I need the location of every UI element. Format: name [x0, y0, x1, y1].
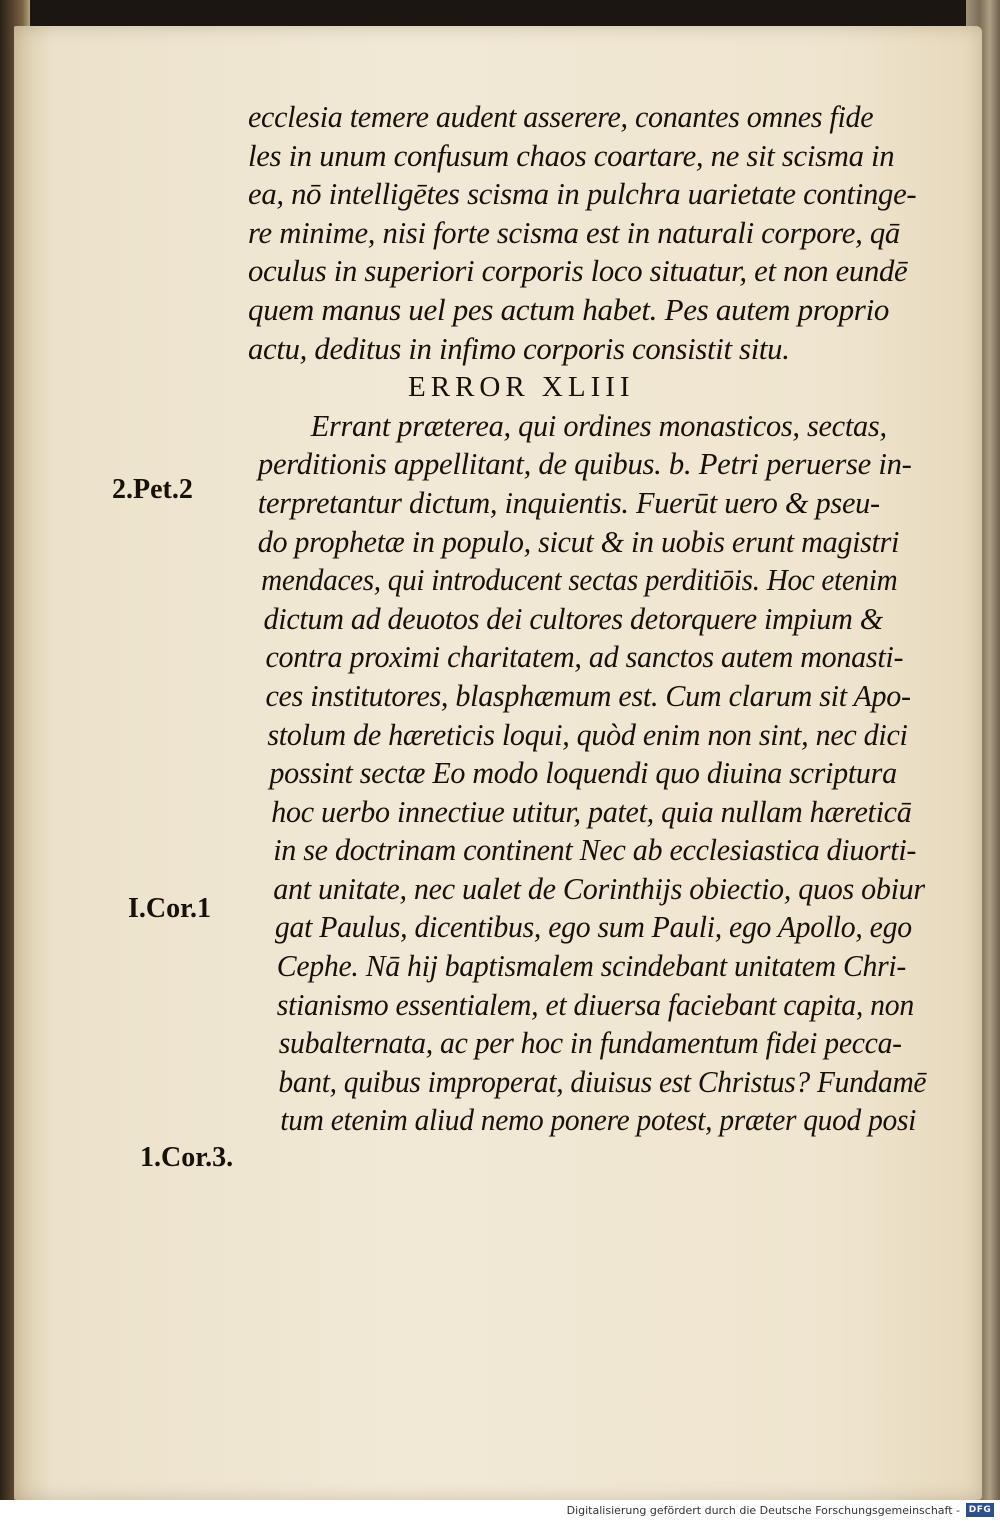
- margin-note-1cor1: I.Cor.1: [128, 893, 211, 924]
- text-line: stianismo essentialem, et diuersa faciebant capita, non: [276, 986, 914, 1022]
- text-line: possint sectæ Eo modo loquendi quo diuina scriptura: [269, 755, 897, 791]
- body-text: [248, 98, 927, 1140]
- text-line: do prophetæ in populo, sicut & in uobis erunt magistri: [257, 523, 900, 559]
- digitization-footer: [0, 1500, 1000, 1521]
- text-line: ant unitate, nec ualet de Corinthijs obiectio, quos obiur: [273, 870, 925, 906]
- text-line: tum etenim aliud nemo ponere potest, præter quod posi: [280, 1102, 917, 1138]
- text-line: dictum ad deuotos dei cultores detorquere impium &: [263, 600, 883, 636]
- section-heading: ERROR XLIII: [408, 371, 635, 404]
- text-line: les in unum confusum chaos coartare, ne sit scisma in: [248, 137, 895, 173]
- text-line: Cephe. Nā hij baptismalem scindebant unitatem Chri-: [276, 948, 907, 984]
- text-line: perditionis appellitant, de quibus. b. Petri peruerse in-: [257, 446, 912, 482]
- text-line: Errant præterea, qui ordines monasticos, sectas,: [310, 407, 887, 443]
- margin-note-2pet: 2.Pet.2: [112, 474, 193, 505]
- text-line: mendaces, qui introducent sectas perditiōis. Hoc etenim: [261, 562, 898, 598]
- text-line: subalternata, ac per hoc in fundamentum fidei pecca-: [278, 1025, 902, 1061]
- text-line: ecclesia temere audent asserere, conantes omnes fide: [248, 99, 874, 134]
- text-line: ea, nō intelligētes scisma in pulchra uarietate continge-: [248, 176, 917, 212]
- text-line: contra proximi charitatem, ad sanctos autem monasti-: [265, 639, 904, 675]
- text-line: quem manus uel pes actum habet. Pes autem proprio: [248, 291, 890, 327]
- text-line: bant, quibus improperat, diuisus est Christus? Fundamē: [278, 1063, 927, 1099]
- footer-credit: Digitalisierung gefördert durch die Deutsche Forschungsgemeinschaft -: [566, 1504, 960, 1517]
- text-line: re minime, nisi forte scisma est in naturali corpore, qā: [248, 214, 900, 250]
- dfg-logo-icon: DFG: [966, 1503, 994, 1517]
- text-line: gat Paulus, dicentibus, ego sum Pauli, ego Apollo, ego: [274, 909, 912, 945]
- text-line: hoc uerbo innectiue utitur, patet, quia nullam hæreticā: [271, 793, 912, 829]
- text-line: actu, deditus in infimo corporis consistit situ.: [248, 330, 790, 366]
- text-line: in se doctrinam continent Nec ab ecclesiastica diuorti-: [273, 832, 917, 868]
- text-line: terpretantur dictum, inquientis. Fuerūt uero & pseu-: [257, 484, 880, 520]
- margin-note-1cor3: 1.Cor.3.: [140, 1142, 234, 1173]
- text-line: oculus in superiori corporis loco situatur, et non eundē: [248, 253, 908, 289]
- text-line: ces institutores, blasphæmum est. Cum clarum sit Apo-: [265, 677, 911, 713]
- text-line: stolum de hæreticis loqui, quòd enim non sint, nec dici: [267, 716, 908, 752]
